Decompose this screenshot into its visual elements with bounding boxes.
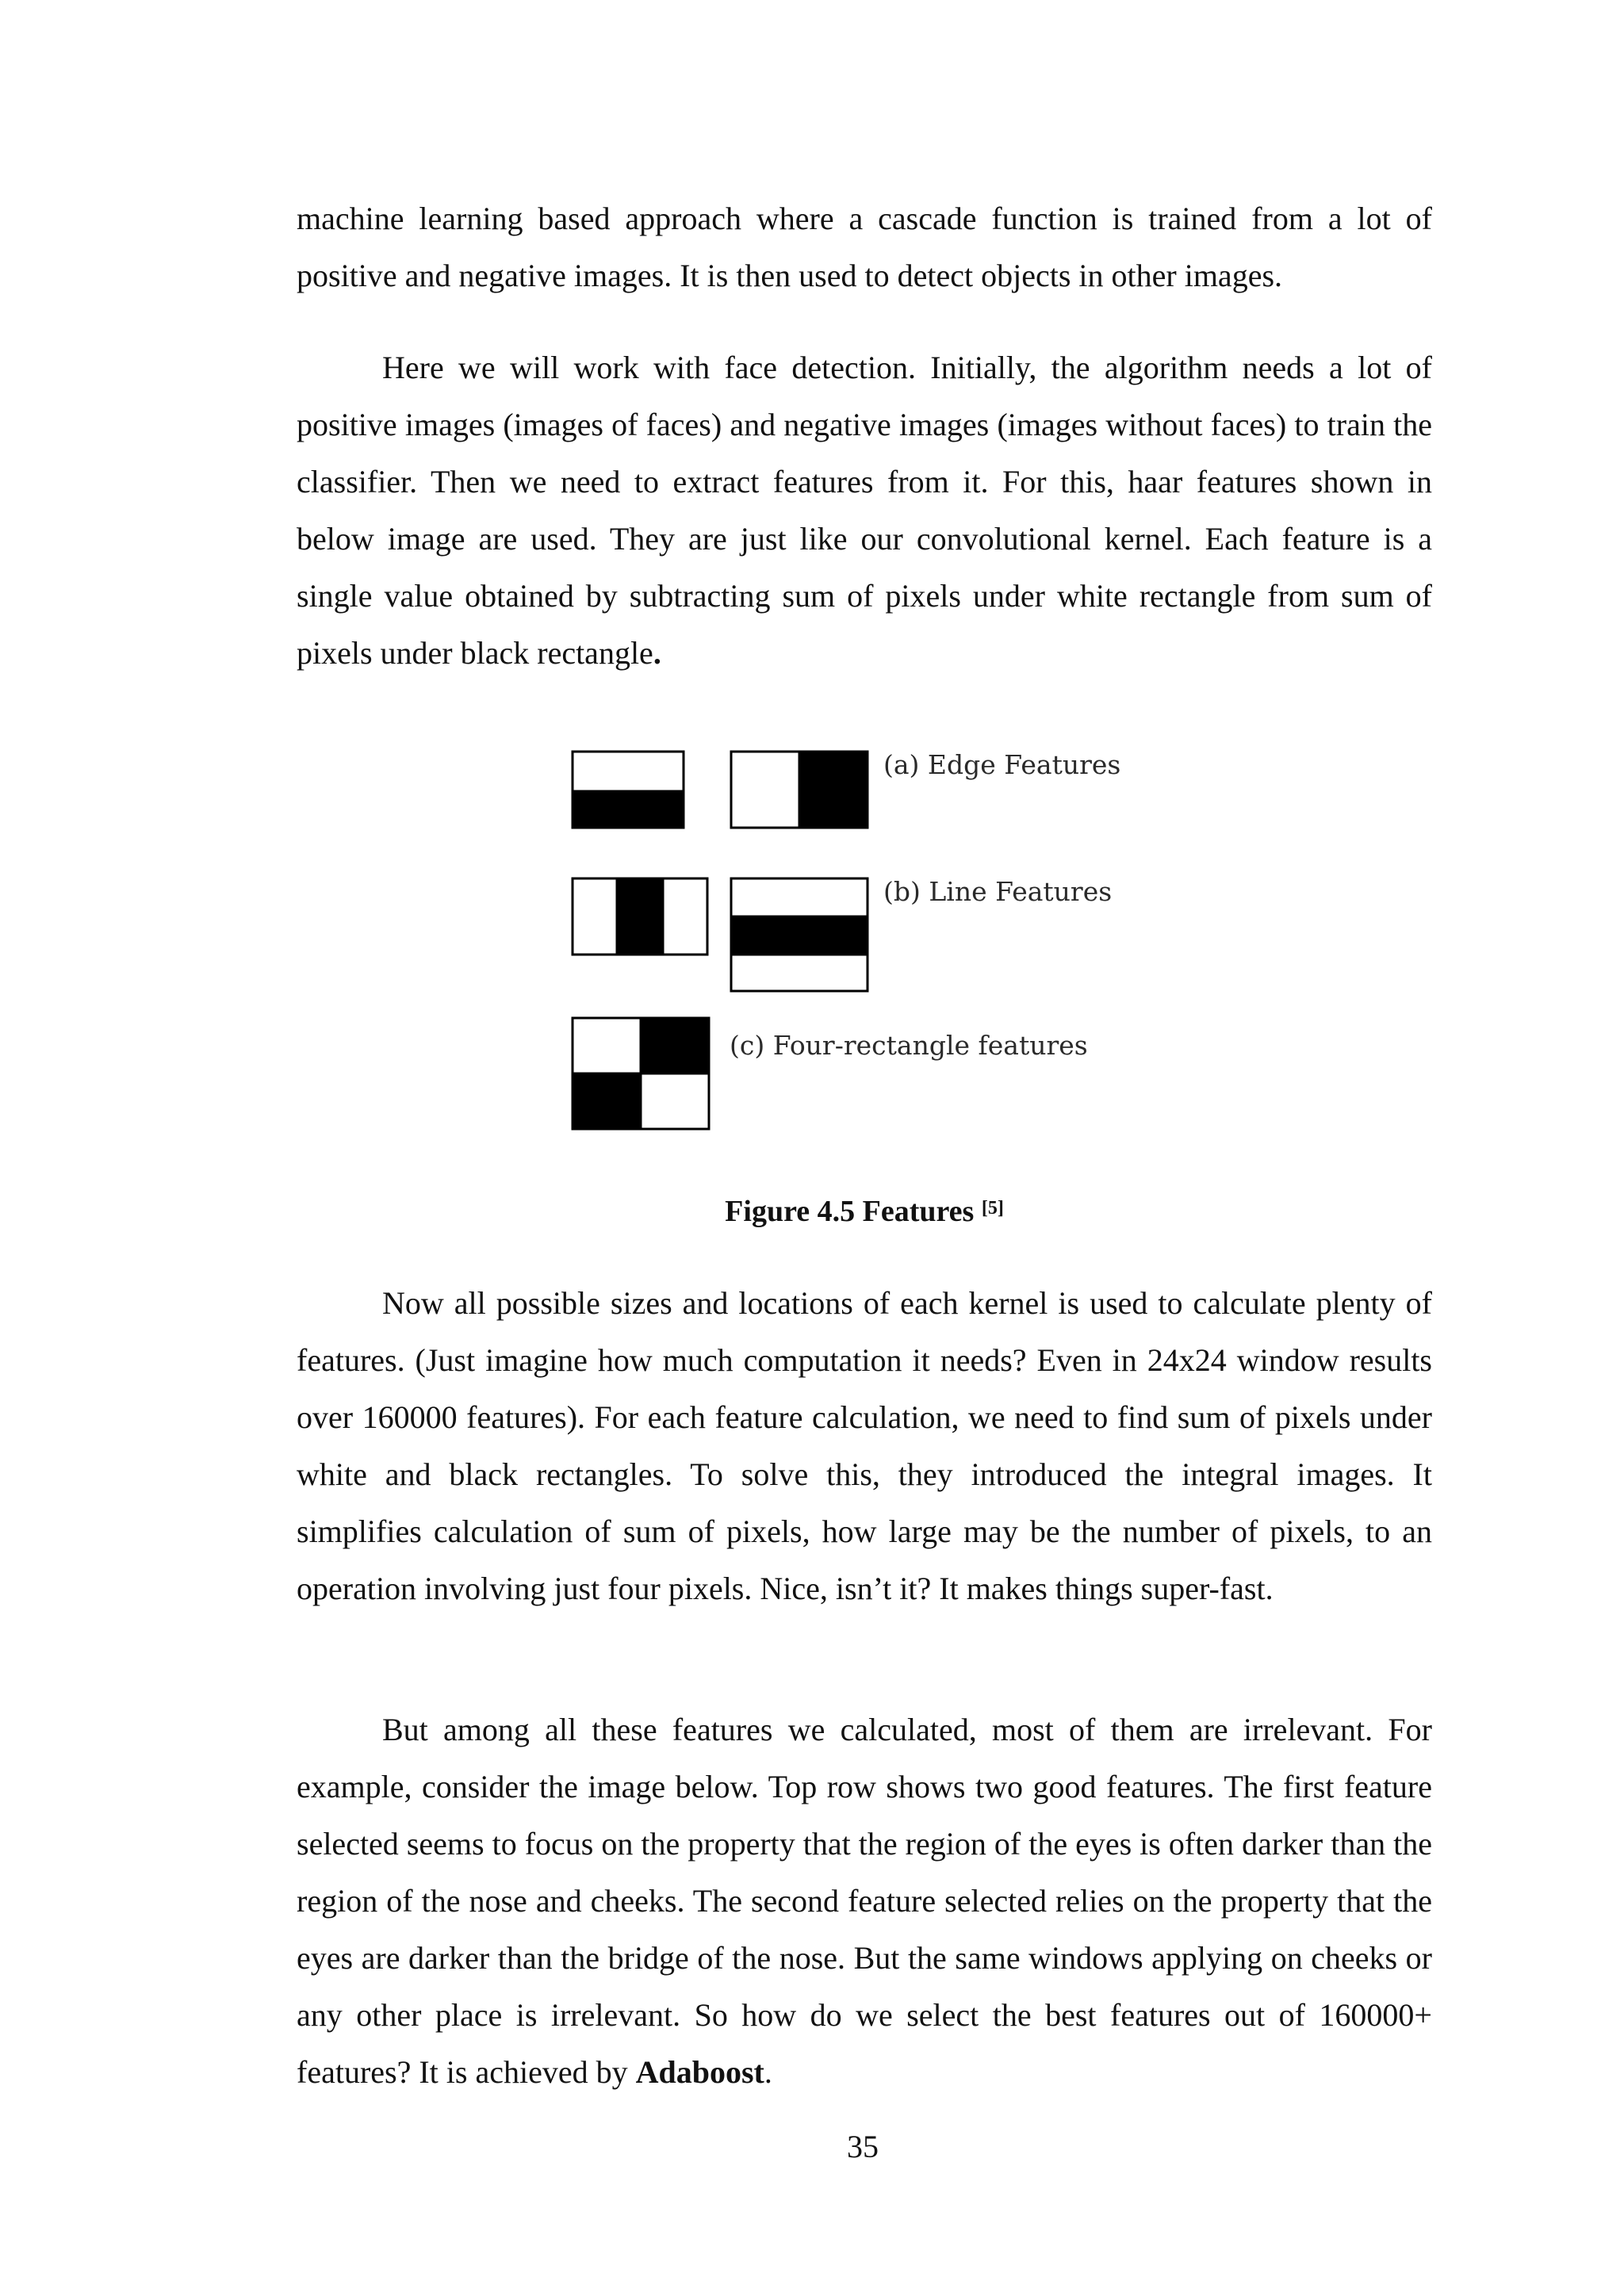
figure-caption: [297, 1189, 1432, 1234]
line-feature-vertical-left: [573, 878, 617, 955]
four-rect-bottom-right: [641, 1073, 709, 1129]
paragraph-adaboost-end: .: [764, 2054, 772, 2090]
four-rect-bottom-left: [573, 1073, 641, 1129]
haar-features-figure: [563, 734, 1182, 1146]
haar-features-diagram: [563, 734, 1182, 1146]
paragraph-adaboost: [297, 1701, 1432, 2101]
edge-feature-vertical-white: [731, 752, 799, 828]
line-feature-vertical: [573, 878, 707, 955]
edge-feature-vertical: [731, 752, 868, 828]
edge-feature-vertical-black: [799, 752, 868, 828]
paragraph-face-detection-end: .: [653, 635, 661, 671]
edge-features-label: (a) Edge Features: [883, 749, 1121, 780]
paragraph-integral-images-text: Now all possible sizes and locations of each kernel is used to calculate plenty of features. (Just imagine how much computation it needs? Even in 24x24 window results over 160000 features). For each feature calculation, we need to find sum of pixels under white and black rectangles. To solve this, they introduced the integral images. It simplifies calculation of sum of pixels, how large may be the number of pixels, to an operation involving just four pixels. Nice, isn’t it? It makes things super-fast.: [297, 1285, 1432, 1606]
line-feature-vertical-right: [663, 878, 707, 955]
paragraph-intro-text: machine learning based approach where a cascade function is trained from a lot of positive and negative images. It is then used to detect objects in other images.: [297, 201, 1432, 293]
four-rect-top-right: [641, 1018, 709, 1073]
four-rectangle-features-label: (c) Four-rectangle features: [730, 1030, 1088, 1061]
page-number: 35: [847, 2129, 879, 2164]
paragraph-face-detection-text: Here we will work with face detection. Initially, the algorithm needs a lot of positive images (images of faces) and negative images (images without faces) to train the classifier. Then we need to extract features from it. For this, haar features shown in below image are used. They are just like our convolutional kernel. Each feature is a single value obtained by subtracting sum of pixels under white rectangle from sum of pixels under black rectangle: [297, 350, 1432, 671]
edge-feature-horizontal: [573, 752, 684, 828]
edge-feature-horizontal-white: [573, 752, 684, 791]
line-features-label: (b) Line Features: [883, 876, 1113, 907]
four-rect-top-left: [573, 1018, 641, 1073]
figure-caption-text: Figure 4.5 Features: [725, 1195, 982, 1228]
adaboost-term: Adaboost: [635, 2054, 764, 2090]
edge-feature-horizontal-black: [573, 791, 684, 828]
line-feature-horizontal: [731, 878, 868, 991]
line-feature-horizontal-top: [731, 878, 868, 916]
paragraph-intro: [297, 190, 1432, 304]
paragraph-adaboost-text: But among all these features we calculated, most of them are irrelevant. For example, consider the image below. Top row shows two good features. The first feature selected seems to focus on the property that the region of the eyes is often darker than the region of the nose and cheeks. The second feature selected relies on the property that the eyes are darker than the bridge of the nose. But the same windows applying on cheeks or any other place is irrelevant. So how do we select the best features out of 160000+ features? It is achieved by: [297, 1712, 1432, 2090]
paragraph-face-detection: [297, 339, 1432, 682]
figure-caption-reference: [5]: [981, 1198, 1004, 1219]
line-feature-vertical-middle: [617, 878, 663, 955]
four-rectangle-feature: [573, 1018, 709, 1129]
line-feature-horizontal-bottom: [731, 955, 868, 991]
line-feature-horizontal-middle: [731, 916, 868, 955]
paragraph-integral-images: [297, 1275, 1432, 1617]
